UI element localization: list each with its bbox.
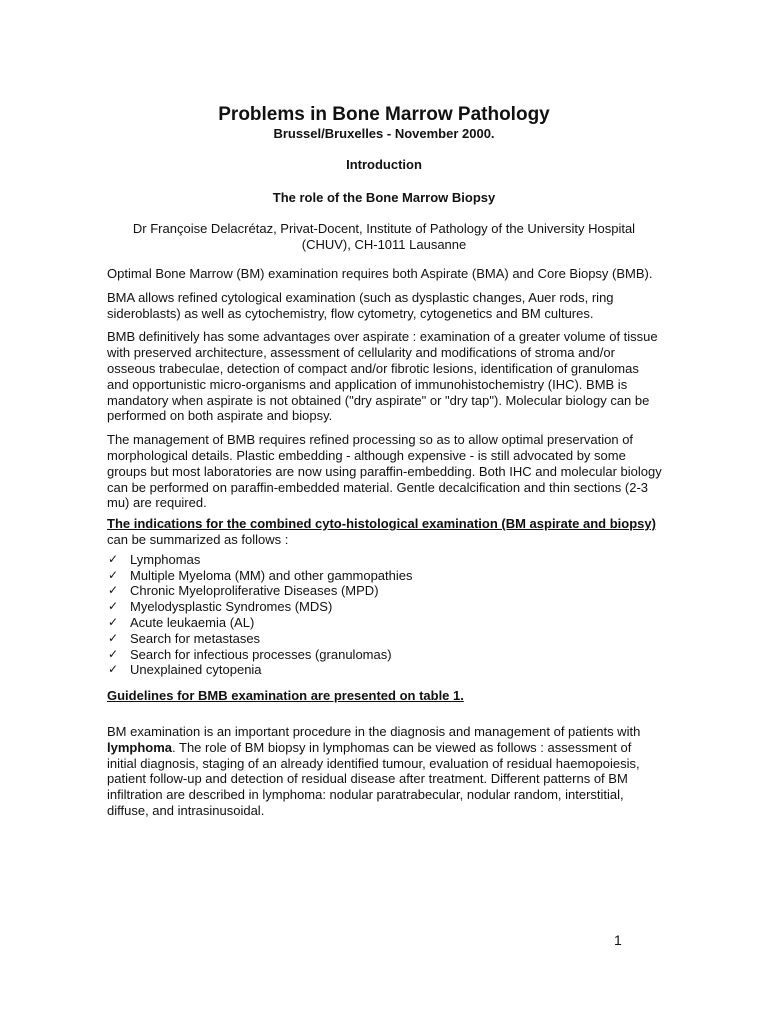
author-line-1: Dr Françoise Delacrétaz, Privat-Docent, Institute of Pathology of the University Hospital xyxy=(132,221,636,236)
list-item xyxy=(107,662,662,678)
page-number: 1 xyxy=(614,932,622,948)
checkmark-icon: ✓ xyxy=(108,662,119,677)
checkmark-icon: ✓ xyxy=(108,583,119,598)
list-item-label: Search for infectious processes (granulomas) xyxy=(130,646,392,662)
checkmark-icon: ✓ xyxy=(108,614,119,629)
indications-list xyxy=(107,552,662,678)
checkmark-icon: ✓ xyxy=(108,599,119,614)
list-item-label: Myelodysplastic Syndromes (MDS) xyxy=(130,599,333,615)
list-item-label: Chronic Myeloproliferative Diseases (MPD) xyxy=(130,583,379,599)
paragraph-2: BMA allows refined cytological examination (such as dysplastic changes, Auer rods, ring sideroblasts) as well as cytochemistry, flow cytometry, cytogenetics and BM cultures. xyxy=(107,289,614,321)
list-item-label: Unexplained cytopenia xyxy=(130,662,262,678)
list-item xyxy=(107,552,662,568)
paragraph-5-prefix: BM examination is an important procedure in the diagnosis and management of patients with xyxy=(107,723,641,739)
lymphoma-term: lymphoma xyxy=(107,739,173,755)
list-item-label: Lymphomas xyxy=(130,551,201,567)
document-subtitle: Brussel/Bruxelles - November 2000. xyxy=(273,126,495,141)
paragraph-5-suffix: . The role of BM biopsy in lymphomas can be viewed as follows : assessment of initial diagnosis, staging of an already identified tumour, evaluation of residual haemopoiesis, patient follow-up and detection of residual disease after treatment. Different patterns of BM infiltration are described in lymphoma: nodular paratrabecular, nodular random, interstitial, diffuse, and intrasinusoidal. xyxy=(107,739,640,818)
body-text xyxy=(107,266,662,827)
guidelines-heading: Guidelines for BMB examination are presented on table 1. xyxy=(107,688,464,704)
list-item xyxy=(107,647,662,663)
paragraph-5 xyxy=(107,724,662,819)
list-item-label: Search for metastases xyxy=(130,630,261,646)
checkmark-icon: ✓ xyxy=(108,567,119,582)
paragraph-3: BMB definitively has some advantages over aspirate : examination of a greater volume of tissue with preserved architecture, assessment of cellularity and modifications of stroma and/or osseous trabeculae, detection of compact and/or fibrotic lesions, identification of granulomas and opportunistic micro-organisms and application of immunohistochemistry (IHC). BMB is mandatory when aspirate is not obtained ("dry aspirate" or "dry tap"). Molecular biology can be performed on both aspirate and biopsy. xyxy=(107,329,658,424)
list-item xyxy=(107,599,662,615)
indications-suffix: can be summarized as follows : xyxy=(107,531,289,547)
author-block xyxy=(110,221,658,252)
subsection-heading: The role of the Bone Marrow Biopsy xyxy=(272,190,496,205)
list-item-label: Multiple Myeloma (MM) and other gammopathies xyxy=(130,567,413,583)
list-item xyxy=(107,631,662,647)
paragraph-1: Optimal Bone Marrow (BM) examination requires both Aspirate (BMA) and Core Biopsy (BMB). xyxy=(107,266,653,281)
list-item-label: Acute leukaemia (AL) xyxy=(130,614,255,630)
checkmark-icon: ✓ xyxy=(108,630,119,645)
section-heading: Introduction xyxy=(346,157,422,172)
list-item xyxy=(107,583,662,599)
paragraph-4: The management of BMB requires refined processing so as to allow optimal preservation of morphological details. Plastic embedding - although expensive - is still advocated by some groups but most laboratories are now using paraffin-embedding. Both IHC and molecular biology can be performed on paraffin-embedded material. Gentle decalcification and thin sections (2-3 mu) are required. xyxy=(107,432,662,511)
checkmark-icon: ✓ xyxy=(108,551,119,566)
document-title: Problems in Bone Marrow Pathology xyxy=(218,104,550,125)
indications-heading: The indications for the combined cyto-histological examination (BM aspirate and biopsy) xyxy=(107,516,656,532)
indications-intro xyxy=(107,516,662,548)
list-item xyxy=(107,615,662,631)
checkmark-icon: ✓ xyxy=(108,646,119,661)
author-line-2: (CHUV), CH-1011 Lausanne xyxy=(301,236,467,252)
list-item xyxy=(107,568,662,584)
